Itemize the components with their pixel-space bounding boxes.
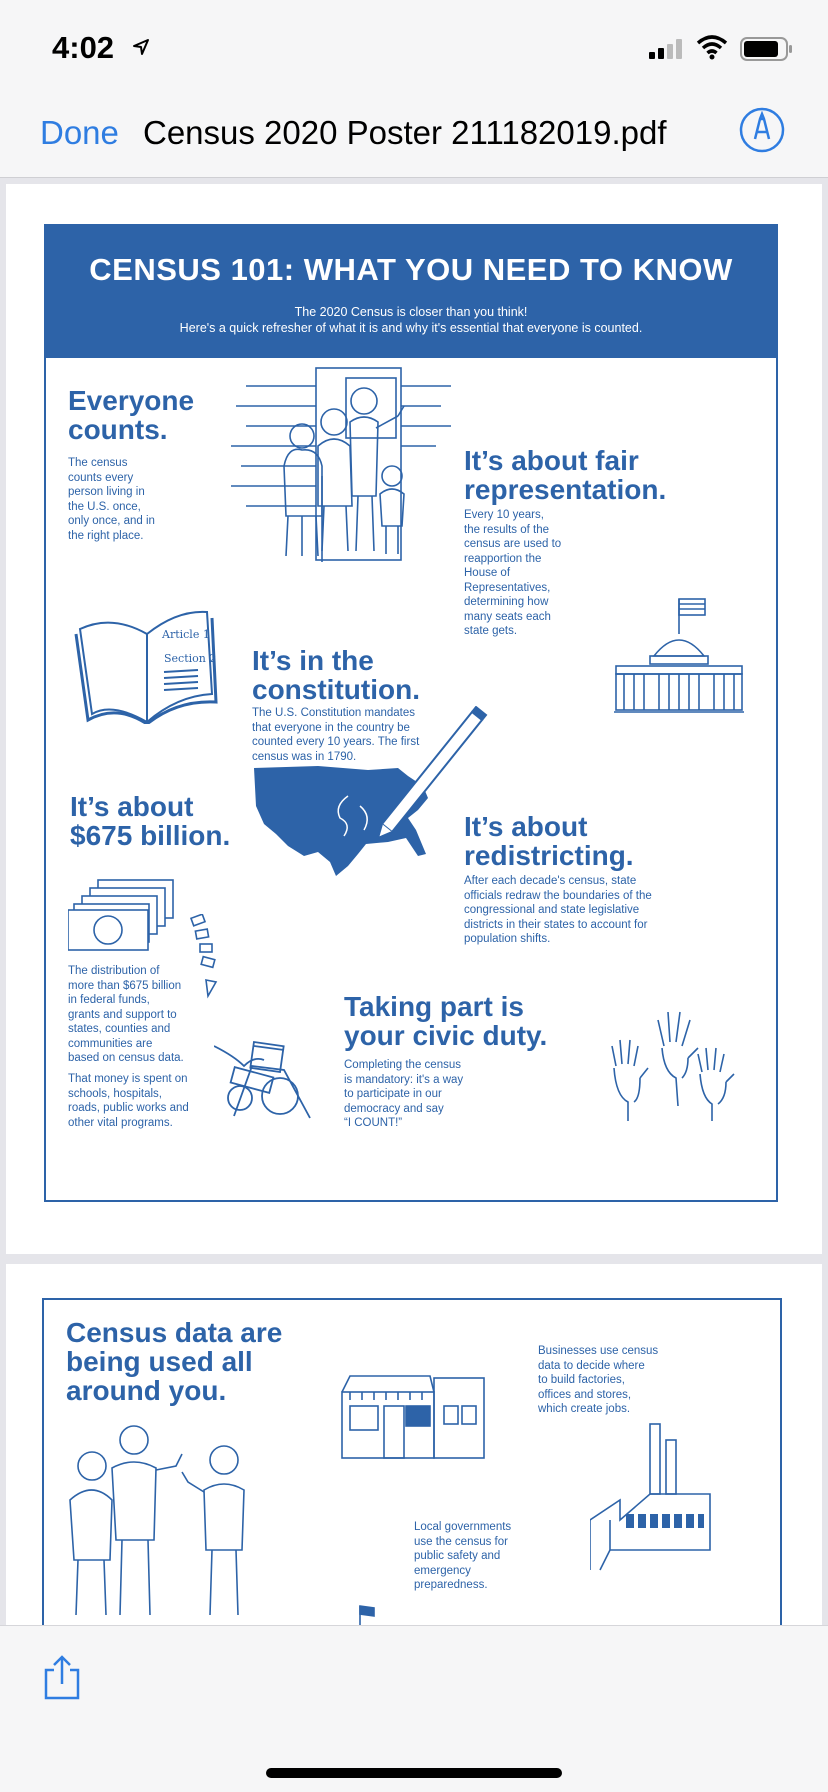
- redistricting-text: After each decade's census, state officials redraw the boundaries of the congressional and state legislative districts in their states to account for population shifts.: [464, 875, 652, 945]
- constitution-text: The U.S. Constitution mandates that everyone in the country be counted every 10 years. The first census was in 1790.: [252, 707, 420, 763]
- raised-hands-illustration: [606, 1006, 736, 1126]
- share-icon[interactable]: [40, 1654, 84, 1702]
- billion-heading: It’s about $675 billion.: [70, 791, 231, 851]
- us-map-illustration: [248, 706, 498, 886]
- storefront-illustration: [340, 1372, 490, 1462]
- businesses-text: Businesses use census data to decide where to build factories, offices and stores, which create jobs.: [538, 1345, 659, 1415]
- fair-representation-heading: It’s about fair representation.: [464, 445, 667, 505]
- money-illustration: [68, 878, 178, 953]
- book-article-text: Article 1: [162, 628, 210, 641]
- markup-icon[interactable]: [738, 106, 786, 154]
- nav-bar: [0, 96, 828, 178]
- signal-icon: [648, 38, 686, 60]
- coins-illustration: [186, 914, 226, 1004]
- book-section-text: Section 2: [164, 652, 217, 665]
- government-building-illustration: [296, 1600, 426, 1625]
- constitution-book-illustration: [72, 604, 222, 724]
- location-arrow-icon: [132, 38, 150, 56]
- local-governments-text: Local governments use the census for public safety and emergency preparedness.: [414, 1521, 512, 1591]
- battery-icon: [740, 37, 794, 61]
- everyone-counts-text: The census counts every person living in the U.S. once, only once, and in the right place.: [68, 457, 155, 542]
- status-bar: [0, 0, 828, 96]
- census-poster: [44, 224, 778, 1202]
- pdf-viewer[interactable]: [0, 178, 828, 1625]
- done-button[interactable]: Done: [40, 114, 119, 151]
- pdf-page-2: [6, 1264, 822, 1625]
- poster-subtitle-2: Here's a quick refresher of what it is and why it's essential that everyone is counted.: [179, 321, 643, 335]
- road-roller-illustration: [214, 1026, 314, 1126]
- redistricting-heading: It’s about redistricting.: [464, 811, 634, 871]
- civic-duty-heading: Taking part is your civic duty.: [344, 991, 548, 1051]
- wifi-icon: [696, 34, 728, 60]
- poster-header: [46, 226, 776, 358]
- billion-text-2: That money is spent on schools, hospitals, roads, public works and other vital programs.: [68, 1073, 189, 1129]
- data-used-heading: Census data are being used all around you.: [66, 1317, 283, 1406]
- capitol-illustration: [614, 594, 744, 714]
- status-time: 4:02: [52, 30, 115, 65]
- home-indicator: [266, 1768, 562, 1778]
- poster-subtitle-1: The 2020 Census is closer than you think!: [294, 305, 528, 319]
- factory-illustration: [590, 1420, 720, 1580]
- billion-text-1: The distribution of more than $675 billion in federal funds, grants and support to states, counties and communities are based on census data.: [68, 965, 184, 1064]
- family-illustration: [226, 366, 456, 566]
- constitution-heading: It’s in the constitution.: [252, 645, 420, 705]
- document-title: Census 2020 Poster 211182019.pdf: [143, 114, 667, 151]
- fair-representation-text: Every 10 years, the results of the census are used to reapportion the House of Representatives, determining how many seats each state gets.: [464, 509, 562, 637]
- poster-title: CENSUS 101: WHAT YOU NEED TO KNOW: [89, 252, 733, 287]
- pdf-page-1: [6, 184, 822, 1254]
- civic-duty-text: Completing the census is mandatory: it's a way to participate in our democracy and say “I COUNT!”: [344, 1059, 464, 1129]
- census-poster-page-2: [42, 1298, 782, 1625]
- bottom-toolbar: [0, 1625, 828, 1792]
- people-illustration: [64, 1420, 254, 1620]
- everyone-counts-heading: Everyone counts.: [68, 385, 195, 445]
